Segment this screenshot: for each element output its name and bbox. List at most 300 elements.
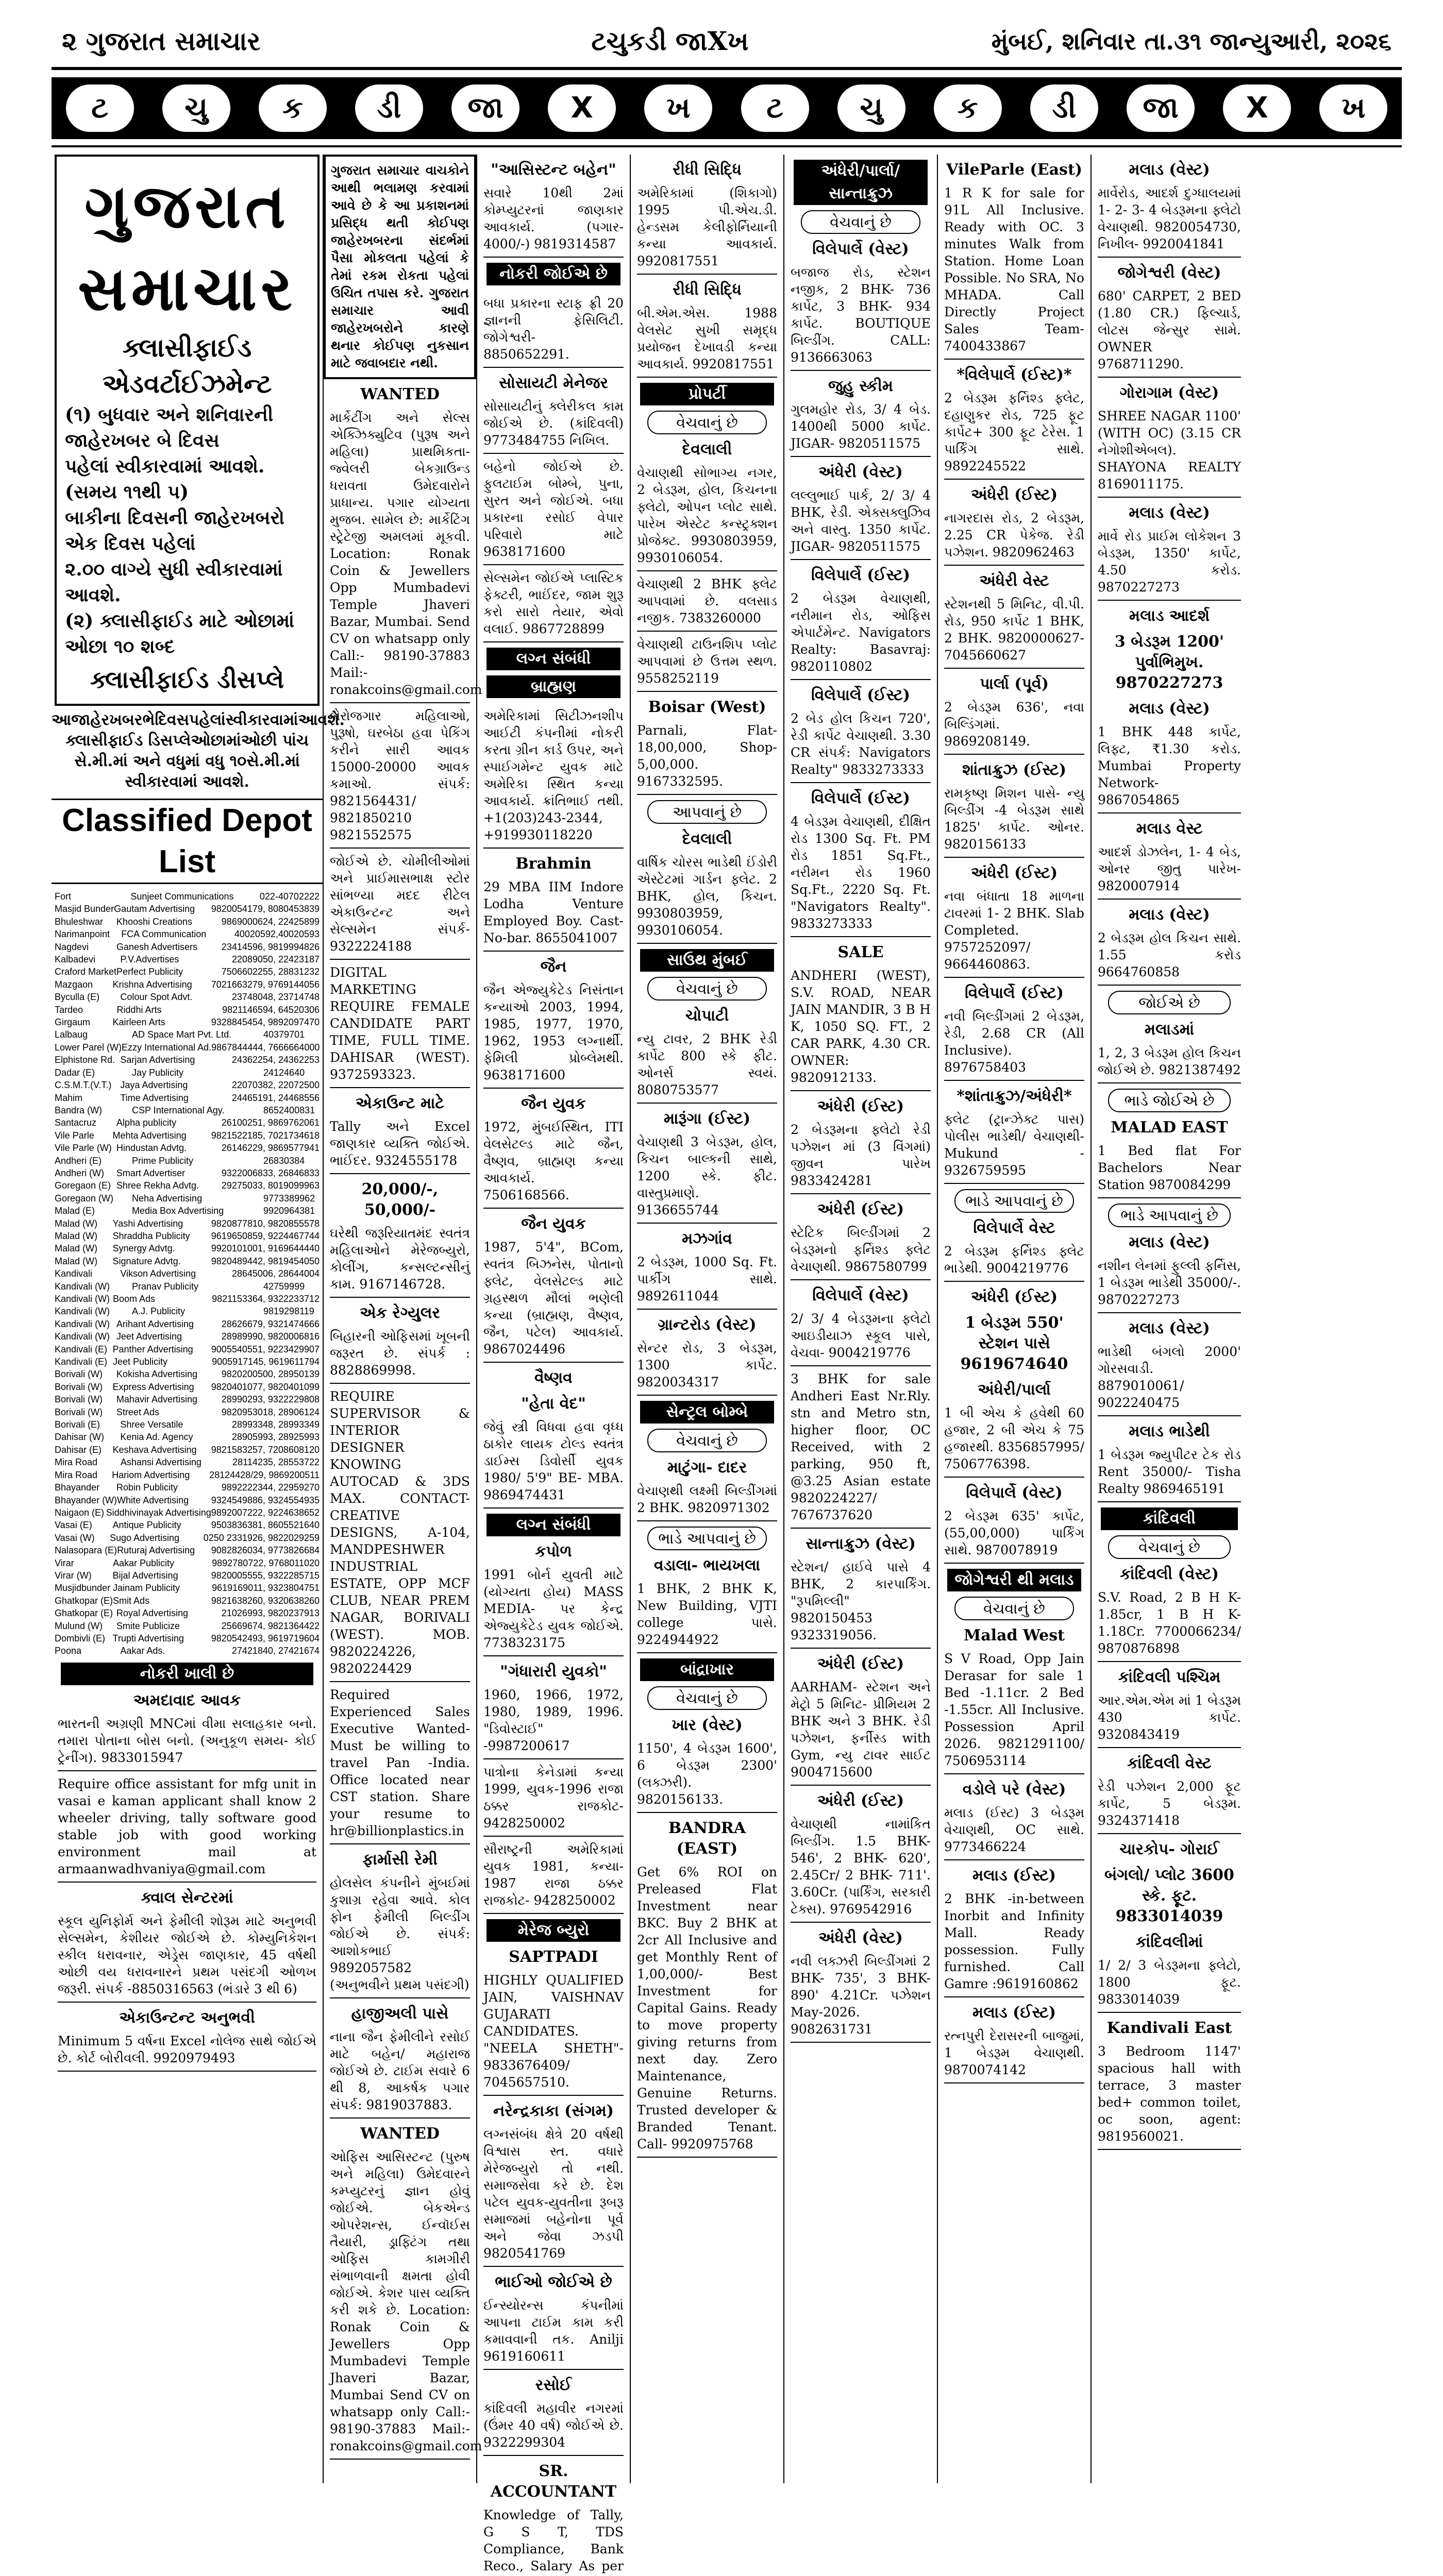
ad-text: 2 બેડરૂમ 635' કાર્પેટ, (55,00,000) પાર્કિંગ સાથે. 9870078919 bbox=[944, 1503, 1084, 1564]
depot-cell: Kandivali bbox=[55, 1268, 93, 1279]
depot-cell: 26146229, 9869577941 bbox=[221, 1143, 320, 1154]
ad-heading: WANTED bbox=[360, 2125, 440, 2143]
depot-cell: 26100251, 9869762061 bbox=[221, 1117, 320, 1128]
depot-cell: Bhayander (W) bbox=[55, 1495, 118, 1505]
depot-row bbox=[52, 1494, 323, 1506]
ad-text: સેલ્સમેન જોઈએ પ્લાસ્ટિક ફેક્ટરી, ભાઈંદર, જામ શુરૂ કરો સારો તેયાર, એવો વલાઈ. 9867728899 bbox=[483, 565, 624, 642]
depot-cell: 9820953018, 28906124 bbox=[221, 1406, 320, 1417]
depot-cell: Kandivali (W) bbox=[55, 1331, 110, 1342]
ad-text: બહેનો જોઈએ છે. ફુલટાઈમ બોમ્બે, પુના, સુરત અને જોઈએ. બધા પ્રકારના રસોઈ વેપાર પરિવારો માટે 9638171600 bbox=[483, 454, 624, 565]
ad-heading: વૈષ્ણવ bbox=[534, 1369, 573, 1387]
strip-letter: ચુ bbox=[162, 84, 230, 132]
column-1 bbox=[52, 155, 345, 2483]
depot-cell: Malad (E) bbox=[55, 1206, 95, 1216]
ad-heading: અમદાવાદ આવક bbox=[133, 1691, 241, 1709]
ad-heading: અંધેરી/પાર્લા bbox=[978, 1381, 1051, 1399]
depot-cell: Malad (W) bbox=[55, 1230, 98, 1241]
depot-cell: 9920964381 bbox=[263, 1206, 315, 1216]
strip-letter: ક bbox=[259, 84, 327, 132]
depot-cell: 22070382, 22072500 bbox=[231, 1080, 320, 1091]
subsection-label: જોઈએ છે bbox=[1108, 991, 1231, 1014]
depot-cell: Kenia Ad. Agency bbox=[120, 1432, 193, 1443]
ad-heading: Brahmin bbox=[515, 855, 592, 873]
depot-cell: White Advertising bbox=[117, 1495, 189, 1505]
depot-cell: Lower Parel (W) bbox=[55, 1042, 122, 1053]
depot-row bbox=[52, 991, 323, 1003]
depot-cell: Tardeo bbox=[55, 1004, 83, 1015]
ad-heading: કાંદિવલી વેસ્ટ bbox=[1127, 1754, 1212, 1772]
depot-list-title: Classified Depot List bbox=[52, 799, 323, 884]
depot-cell: Pranav Publicity bbox=[132, 1281, 199, 1292]
depot-cell: Hariom Advertising bbox=[112, 1469, 190, 1480]
depot-row bbox=[52, 1381, 323, 1393]
subsection-label: ભાડે આપવાનું છે bbox=[954, 1189, 1074, 1213]
depot-cell: Keshava Advertising bbox=[112, 1444, 197, 1455]
ad-heading: વડોલે પરે (વેસ્ટ) bbox=[962, 1781, 1066, 1799]
ad-text: જેવું સ્ત્રી વિધવા હવા વૃધ્ધ ઠાકોર લાયક ટોલ્ડ સ્વતંત્ર ડાઈમ્સ ડિવોર્સી યુવક 1980/ 5'9" BE- MBA. 9869474431 bbox=[483, 1414, 624, 1509]
depot-cell: 9821146594, 64520306 bbox=[222, 1004, 320, 1015]
depot-cell: Krishna Advertising bbox=[112, 979, 192, 990]
subsection-label: વેચવાનું છે bbox=[647, 977, 767, 1001]
ad-text: 3 Bedroom 1147' spacious hall with terrace, 3 master bed+ common toilet, oc soon, agent: 9819560021. bbox=[1098, 2039, 1241, 2150]
depot-cell: 9820542493, 9619719604 bbox=[211, 1633, 320, 1643]
depot-cell: Vasai (W) bbox=[55, 1532, 95, 1543]
ad-text: આર.એમ.એમ માં 1 બેડરૂમ 430 કાર્પેટ. 9320843419 bbox=[1098, 1688, 1241, 1748]
section-header: નોકરી જોઈએ છે bbox=[486, 263, 620, 285]
depot-row bbox=[52, 1368, 323, 1380]
depot-cell: Kandivali (W) bbox=[55, 1306, 110, 1317]
depot-cell: Virar bbox=[55, 1557, 74, 1568]
section-header: બ્રાહ્મણ bbox=[486, 675, 620, 698]
depot-cell: Vikson Advertising bbox=[120, 1268, 196, 1279]
depot-row bbox=[52, 953, 323, 965]
depot-cell: Borivali (W) bbox=[55, 1394, 103, 1405]
ad-heading: જૈન bbox=[540, 958, 567, 976]
depot-row bbox=[52, 1179, 323, 1192]
depot-cell: Jainam Publicity bbox=[113, 1583, 180, 1594]
ad-text: Require office assistant for mfg unit in vasai e kaman applicant shall know 2 wheeler driving, tally software good stable job with good working environment mail at armaanwadhvaniya@gmail.com bbox=[58, 1771, 316, 1883]
ad-heading: વિલેપાર્લે (વેસ્ટ) bbox=[812, 240, 909, 258]
section-header: પ્રોપર્ટી bbox=[640, 383, 774, 405]
section-header: જોગેશ્વરી થી મલાડ bbox=[947, 1569, 1081, 1591]
ad-text: 2 બેડરૂમ ફર્નિશ્ડ ફ્લેટ, દહાણુકર રોડ, 725 ફૂટ કાર્પેટ+ 300 ફૂટ ટેરેસ. 1 પાર્કિંગ સાથે. 9892245522 bbox=[944, 385, 1084, 480]
ad-text: મલાડ (ઈસ્ટ) 3 બેડરૂમ વેચાણથી, OC સાથે. 9773466224 bbox=[944, 1800, 1084, 1860]
ad-heading: વડાલા- ભાયખલા bbox=[653, 1556, 761, 1574]
depot-cell: 28114235, 28553722 bbox=[232, 1457, 320, 1468]
depot-cell: 25669674, 9821364422 bbox=[221, 1620, 320, 1631]
brand-line: (૧) બુધવાર અને શનિવારની જાહેરખબર બે દિવસ bbox=[65, 404, 274, 451]
ad-text: 1 BHK, 2 BHK K, New Building, VJTI college પાસે. 9224944922 bbox=[637, 1576, 777, 1653]
ad-heading: જૈન યુવક bbox=[521, 1095, 586, 1113]
ad-heading: "આસિસ્ટન્ટ બહેન" bbox=[491, 161, 616, 179]
ad-heading: વિલેપાર્લે (વેસ્ટ) bbox=[966, 1484, 1063, 1502]
depot-cell: AD Space Mart Pvt. Ltd. bbox=[132, 1029, 232, 1040]
ad-text: સ્ટેટિક બિલ્ડીંગમાં 2 બેડરૂમનો ફર્નિશ્ડ ફ્લેટ વેચાણથી. 9867580799 bbox=[791, 1220, 931, 1280]
ad-text: અમેરિકામાં (શિકાગો) 1995 પી.એચ.ડી. હેન્ડસમ કેલીફોર્નિયાની કન્યા આવકાર્ય. 9920817551 bbox=[637, 180, 777, 275]
depot-cell: Sugo Advertising bbox=[109, 1532, 180, 1543]
ad-heading: અંધેરી (વેસ્ટ) bbox=[818, 1929, 903, 1947]
brand-line: બાકીના દિવસની જાહેરખબરો એક દિવસ પહેલાં bbox=[65, 507, 284, 554]
depot-cell: Vasai (E) bbox=[55, 1520, 92, 1531]
ad-text: 29 MBA IIM Indore Lodha Venture Employed Boy. Cast-No-bar. 8655041007 bbox=[483, 874, 624, 952]
ad-text: Required Experienced Sales Executive Wanted- Must be willing to travel Pan -India. Office located near CST station. Share your resume to hr@billionplastics.in bbox=[330, 1682, 470, 1844]
depot-cell: Mahim bbox=[55, 1092, 83, 1103]
ad-text: 1150', 4 બેડરૂમ 1600', 6 બેડરૂમ 2300' (લક્ઝરી). 9820156133. bbox=[637, 1736, 777, 1813]
depot-cell: Mulund (W) bbox=[55, 1620, 103, 1631]
depot-row bbox=[52, 1620, 323, 1632]
depot-cell: Shraddha Publicity bbox=[112, 1230, 190, 1241]
depot-cell: 9821153364, 9322233712 bbox=[212, 1294, 320, 1304]
column-5 bbox=[784, 155, 938, 2483]
depot-row bbox=[52, 1456, 323, 1468]
depot-cell: 9867844444, 7666664000 bbox=[211, 1042, 320, 1053]
ad-heading: મલાડ (વેસ્ટ) bbox=[1129, 1233, 1210, 1251]
subsection-label: ભાડે આપવાનું છે bbox=[647, 1527, 767, 1550]
depot-cell: 22089050, 22423187 bbox=[231, 954, 320, 965]
ad-heading: એકાઉન્ટન્ટ અનુભવી bbox=[119, 2008, 255, 2027]
section-header: અંધેરી/પાર્લા/સાન્તાક્રુઝ bbox=[794, 160, 928, 205]
ad-text: માર્વેરોડ, આદર્શ દુગ્ધાલયમાં 1- 2- 3- 4 બેડરૂમના ફ્લેટો વેચાણથી. 9820054730, નિખીલ- 9920041841 bbox=[1098, 180, 1241, 258]
depot-cell: Synergy Advtg. bbox=[112, 1243, 175, 1254]
ad-heading: શાંતાક્રુઝ (ઈસ્ટ) bbox=[962, 761, 1066, 779]
depot-cell: Byculla (E) bbox=[55, 992, 100, 1003]
depot-cell: P.V.Advertises bbox=[120, 954, 179, 965]
depot-row bbox=[52, 1418, 323, 1431]
depot-row bbox=[52, 1595, 323, 1607]
ad-heading: અંધેરી (ઈસ્ટ) bbox=[970, 1288, 1058, 1306]
ad-heading: અંધેરી (વેસ્ટ) bbox=[818, 463, 903, 481]
ad-heading: ગોરાગામ (વેસ્ટ) bbox=[1119, 384, 1219, 402]
depot-cell: Nagdevi bbox=[55, 941, 89, 952]
ad-heading: 1 બેડરૂમ 550' સ્ટેશન પાસે 9619674640 bbox=[960, 1314, 1068, 1373]
ad-text: બેરોજગાર મહિલાઓ, પુરૂષો, ઘરબેઠા હવા પેકિંગ કરીને સારી આવક 15000-20000 આવક કમાઓ. સંપર્ક: 9821564431/ 9821850210 9821552575 bbox=[330, 703, 470, 849]
ad-heading: વિલેપાર્લે (વેસ્ટ) bbox=[812, 1286, 909, 1304]
strip-letter: X bbox=[548, 84, 616, 132]
depot-cell: Kandivali (E) bbox=[55, 1357, 108, 1367]
ad-text: ઘરેથી જરૂરિયાતમંદ સ્વતંત્ર મહિલાઓને મેરેજબ્યુરો, કોલીંગ, કન્સલ્ટન્સીનું કામ. 9167146728. bbox=[330, 1221, 470, 1298]
depot-cell: Alpha publicity bbox=[116, 1117, 176, 1128]
ad-text: વેચાણથી લક્ષ્મી બિલ્ડીંગમાં 2 BHK. 9820971302 bbox=[637, 1478, 777, 1521]
ad-text: 2 બેડ હોલ કિચન 720', રેડી કાર્પેટ વેચાણથી. 3.30 CR સંપર્ક: Navigators Realty" 9833273333 bbox=[791, 706, 931, 783]
depot-cell: 7021663279, 9769144056 bbox=[211, 979, 320, 990]
ad-text: નશીન લેનમાં ફુલ્લી ફર્નિસ, 1 બેડરૂમ ભાડેથી 35000/-. 9870227273 bbox=[1098, 1253, 1241, 1313]
ad-heading: અંધેરી (ઈસ્ટ) bbox=[817, 1655, 904, 1673]
column-4 bbox=[631, 155, 784, 2483]
ad-text: ભારતની અગ્રણી MNCમાં વીમા સલાહકાર બનો. તમારા પોતાના બોસ બનો. (અનુકૂળ સમય- કોઈ ટ્રેનીંગ). 9833015947 bbox=[58, 1711, 316, 1771]
depot-cell: Yashi Advertising bbox=[112, 1218, 183, 1229]
depot-row bbox=[52, 1054, 323, 1066]
depot-cell: Kokisha Advertising bbox=[116, 1369, 198, 1380]
depot-cell: 40379701 bbox=[263, 1029, 305, 1040]
depot-cell: Bandra (W) bbox=[55, 1105, 103, 1115]
ad-heading: SAPTPADI bbox=[509, 1948, 598, 1966]
ad-heading: Kandivali East bbox=[1106, 2019, 1232, 2037]
ad-text: Minimum 5 વર્ષના Excel નોલેજ સાથે જોઈએ છે. કોર્ટ બોરીવલી. 9920979493 bbox=[58, 2028, 316, 2072]
ad-text: 1 બી એચ કે હવેથી 60 હજાર, 2 બી એચ કે 75 હજારથી. 8356857995/ 7506776398. bbox=[944, 1400, 1084, 1478]
depot-cell: Vile Parle (W) bbox=[55, 1143, 112, 1154]
depot-cell: 9322006833, 26846833 bbox=[221, 1167, 320, 1178]
depot-row bbox=[52, 1481, 323, 1494]
depot-row bbox=[52, 1280, 323, 1293]
depot-row bbox=[52, 1293, 323, 1305]
depot-cell: Smit Ads bbox=[113, 1595, 150, 1606]
ad-heading: વિલેપાર્લે (ઈસ્ટ) bbox=[811, 686, 910, 704]
depot-row bbox=[52, 1444, 323, 1456]
depot-cell: Virar (W) bbox=[55, 1570, 92, 1581]
depot-row bbox=[52, 1569, 323, 1582]
ad-heading: ચારકોપ- ગોરાઈ bbox=[1119, 1840, 1219, 1858]
strip-letter: ટ bbox=[741, 84, 809, 132]
ad-text: S.V. Road, 2 B H K-1.85cr, 1 B H K-1.18Cr. 7700066234/ 9870876898 bbox=[1098, 1585, 1241, 1662]
ad-text: માર્વે રોડ પ્રાઈમ લોકેશન 3 બેડરૂમ, 1350' કાર્પેટ, 4.50 કરોડ. 9870227273 bbox=[1098, 523, 1241, 601]
depot-row bbox=[52, 1066, 323, 1079]
ad-heading: જોગેશ્વરી (વેસ્ટ) bbox=[1117, 264, 1221, 282]
depot-cell: 9820489442, 9819454050 bbox=[211, 1256, 320, 1266]
depot-cell: Masjid Bunder bbox=[55, 904, 114, 914]
depot-cell: Dahisar (W) bbox=[55, 1432, 105, 1443]
ad-text: 1/ 2/ 3 બેડરૂમના ફ્લેટો, 1800 ફૂટ. 9833014039 bbox=[1098, 1953, 1241, 2013]
depot-cell: 9324549886, 9324554935 bbox=[211, 1495, 320, 1505]
depot-cell: Ghatkopar (E) bbox=[55, 1595, 113, 1606]
masthead-left: ૨ ગુજરાત સમાચાર bbox=[62, 26, 261, 56]
ad-text: 1, 2, 3 બેડરૂમ હોલ કિચન જોઈએ છે. 9821387492 bbox=[1098, 1040, 1241, 1083]
depot-cell: Colour Spot Advt. bbox=[120, 992, 193, 1003]
depot-row bbox=[52, 1406, 323, 1418]
depot-cell: 27421840, 27421674 bbox=[231, 1646, 320, 1656]
depot-row bbox=[52, 1028, 323, 1041]
ad-text: સોસાયટીનું ક્લેરીકલ કામ જોઈએ છે. (કાંદિવલી) 9773484755 નિખિલ. bbox=[483, 394, 624, 454]
ad-heading: વિલેપાર્લે (ઈસ્ટ) bbox=[811, 566, 910, 584]
ad-heading: મારૂંગા (ઈસ્ટ) bbox=[663, 1110, 751, 1128]
depot-cell: Ganesh Advertisers bbox=[116, 941, 197, 952]
ad-text: ઈન્સ્યોરન્સ કંપનીમાં આપના ટાઈમ કામ કરી કમાવવાની તક. Anilji 9619160611 bbox=[483, 2293, 624, 2370]
ad-text: 2 બેડરૂમ વેચાણથી, નરીમાન રોડ, ઓફિસ એપાર્ટમેન્ટ. Navigators Realty: Basavraj: 9820110802 bbox=[791, 586, 931, 680]
depot-cell: Dombivli (E) bbox=[55, 1633, 106, 1643]
depot-row bbox=[52, 1645, 323, 1657]
ad-text: 1 બેડરૂમ જ્યુપીટર ટેક રોડ Rent 35000/- Tisha Realty 9869465191 bbox=[1098, 1442, 1241, 1502]
depot-row bbox=[52, 1242, 323, 1255]
depot-row bbox=[52, 1267, 323, 1280]
ad-text: 1991 બોર્ન યુવતી માટે (યોગ્યતા હોય) MASS MEDIA- પર કેન્દ્ર એજ્યુકેટેડ યુવક જોઈએ. 7738323175 bbox=[483, 1562, 624, 1656]
ad-heading: દેવલાલી bbox=[682, 440, 732, 459]
ad-text: બી.એમ.એસ. 1988 વેલસેટ સુખી સમૃદ્ધ પ્રયોજન દેખાવડી કન્યા આવકાર્ય. 9920817551 bbox=[637, 300, 777, 378]
depot-row bbox=[52, 1217, 323, 1230]
subsection-label: વેચવાનું છે bbox=[801, 210, 920, 234]
ad-heading: મલાડ (ઈસ્ટ) bbox=[972, 2004, 1056, 2022]
depot-cell: Aakar Publicity bbox=[113, 1557, 175, 1568]
depot-cell: 9892007222, 9224638652 bbox=[211, 1507, 320, 1518]
depot-cell: Sunjeet Communications bbox=[130, 891, 234, 902]
depot-cell: 28905993, 28925993 bbox=[231, 1432, 320, 1443]
depot-row bbox=[52, 1431, 323, 1443]
strip-letter: ક bbox=[934, 84, 1002, 132]
depot-cell: Smart Advertiser bbox=[116, 1167, 185, 1178]
ad-heading: અંધેરી (ઈસ્ટ) bbox=[817, 1097, 904, 1115]
depot-row bbox=[52, 1167, 323, 1179]
depot-cell: Santacruz bbox=[55, 1117, 97, 1128]
depot-cell: Mehta Advertising bbox=[112, 1130, 187, 1141]
ad-text: રામકૃષ્ણ મિશન પાસે- ન્યુ બિલ્ડીંગ -4 બેડરૂમ સાથે 1825' કાર્પેટ. ઓનર. 9820156133 bbox=[944, 781, 1084, 858]
brand-line: ૨.૦૦ વાગ્યે સુધી સ્વીકારવામાં આવશે. bbox=[65, 558, 283, 606]
depot-cell: Bijal Advertising bbox=[112, 1570, 178, 1581]
ad-text: 4 બેડરૂમ વેચાણથી, દીક્ષિત રોડ 1300 Sq. Ft. PM રોડ 1851 Sq.Ft., નરીમન રોડ 1960 Sq.Ft., 2220 Sq. Ft. "Navigators Realty". 9833273333 bbox=[791, 809, 931, 937]
depot-row bbox=[52, 1079, 323, 1091]
ad-text: DIGITAL MARKETING REQUIRE FEMALE CANDIDATE PART TIME, FULL TIME. DAHISAR (WEST). 9372593323. bbox=[330, 960, 470, 1088]
depot-cell: Borivali (W) bbox=[55, 1369, 103, 1380]
ad-heading: અંધેરી (ઈસ્ટ) bbox=[817, 1792, 904, 1810]
ad-heading: હાજીઅલી પાસે bbox=[351, 2005, 449, 2023]
ad-heading: અંધેરી (ઈસ્ટ) bbox=[970, 486, 1058, 504]
depot-row bbox=[52, 941, 323, 953]
ad-text: 2 બેડરૂમના ફ્લેટો રેડી પઝેશન માં (3 વિંગમાં) જીવન પારેખ 9833424281 bbox=[791, 1117, 931, 1194]
ad-heading: અંધેરી (ઈસ્ટ) bbox=[817, 1200, 904, 1218]
depot-cell: Kalbadevi bbox=[55, 954, 96, 965]
brand-footer: ક્લાસીફાઈડ ડીસપ્લે bbox=[90, 666, 284, 693]
depot-cell: 28993348, 28993349 bbox=[231, 1419, 320, 1430]
strip-letter: ડી bbox=[355, 84, 423, 132]
ad-text: 1960, 1966, 1972, 1980, 1989, 1996. "ડિવોસ્ટાઈ" -9987200617 bbox=[483, 1682, 624, 1759]
brand-title: ગુજરાત સમાચાર bbox=[77, 170, 297, 324]
depot-cell: Jeet Publicity bbox=[113, 1357, 168, 1367]
ad-text: વેચાણથી 2 BHK ફ્લેટ આપવામાં છે. વલસાડ નજીક. 7383260000 bbox=[637, 571, 777, 632]
depot-cell: 42759999 bbox=[263, 1281, 305, 1292]
depot-cell: 9821638260, 9320638260 bbox=[211, 1595, 320, 1606]
ad-heading: WANTED bbox=[360, 385, 440, 403]
subsection-label: વેચવાનું છે bbox=[647, 411, 767, 434]
ad-heading: SR. ACCOUNTANT bbox=[490, 2462, 617, 2501]
depot-cell: 9619650859, 9224467744 bbox=[211, 1230, 320, 1241]
ad-text: નવા બંધાતા 18 માળના ટાવરમાં 1- 2 BHK. Slab Completed. 9757252097/ 9664460863. bbox=[944, 884, 1084, 978]
ad-text: નાગરદાસ રોડ, 2 બેડરૂમ, 2.25 CR પેકેજ. રેડી પઝેશન. 9820962463 bbox=[944, 505, 1084, 566]
ad-text: HIGHLY QUALIFIED JAIN, VAISHNAV GUJARATI CANDIDATES. "NEELA SHETH"- 9833676409/ 7045657510. bbox=[483, 1968, 624, 2096]
depot-cell: 9820877810, 9820855578 bbox=[211, 1218, 320, 1229]
ad-heading: સાન્તાક્રુઝ (વેસ્ટ) bbox=[806, 1535, 916, 1553]
ad-text: હોલસેલ કંપનીને મુંબઈમાં કુશાગ્ર રહેવા આવે. કોલ ફોન ફેમીલી બિલ્ડીંગ જોઈએ છે. સંપર્ક: આશોકભાઈ 9892057582 (અનુભવીને પ્રથમ પસંદગી) bbox=[330, 1870, 470, 1998]
depot-row bbox=[52, 1343, 323, 1355]
depot-row bbox=[52, 1104, 323, 1116]
ad-text: વાર્ષિક ચોરસ ભાડેથી ઈંડોરી એસ્ટેટમાં ગાર્ડન ફ્લેટ. 2 BHK, હોલ, કિચન. 9930803959, 9930106054. bbox=[637, 850, 777, 944]
ad-text: 2/ 3/ 4 બેડરૂમના ફ્લેટો આઇડીયાઝ સ્કૂલ પાસે, વેચવા- 9004219776 bbox=[791, 1306, 931, 1366]
ad-heading: ચોપાટી bbox=[685, 1007, 729, 1025]
section-header: લગ્ન સંબંધી bbox=[486, 1514, 620, 1536]
section-header: કાંદિવલી bbox=[1101, 1507, 1238, 1530]
ad-heading: Boisar (West) bbox=[648, 698, 766, 716]
ad-text: બજાજ રોડ, સ્ટેશન નજીક, 2 BHK- 736 કાર્પેટ, 3 BHK- 934 કાર્પેટ. BOUTIQUE બિલ્ડીંગ. CALL: 9136663063 bbox=[791, 260, 931, 371]
ad-heading: 3 બેડરૂમ 1200' પુર્વાભિમુખ. 9870227273 bbox=[1114, 633, 1224, 692]
depot-cell: Poona bbox=[55, 1646, 82, 1656]
depot-cell: Panther Advertising bbox=[112, 1344, 193, 1354]
subsection-label: ભાડે આપવાનું છે bbox=[1108, 1204, 1231, 1227]
depot-cell: Hindustan Advtg. bbox=[116, 1143, 187, 1154]
ad-heading: મલાડ (વેસ્ટ) bbox=[1129, 906, 1210, 924]
ad-heading: દેવલાલી bbox=[682, 830, 732, 848]
strip-letter: જા bbox=[1127, 84, 1195, 132]
ad-text: 1972, મુંબઈસ્થિત, ITI વેલસેટલ્ડ માટે જૈન, વૈષ્ણવ, બ્રાહ્મણ કન્યા આવકાર્ય. 7506168566. bbox=[483, 1114, 624, 1209]
ad-heading: BANDRA (EAST) bbox=[668, 1819, 746, 1858]
section-header: સાઉથ મુંબઈ bbox=[640, 949, 774, 972]
ad-text: લલ્લુભાઈ પાર્ક, 2/ 3/ 4 BHK, રેડી. એક્સક્લુઝિવ અને વાસ્તુ. 1350 કાર્પેટ. JIGAR- 9820511575 bbox=[791, 483, 931, 560]
ad-text: 2 બેડરૂમ, 1000 Sq. Ft. પાર્કીગ સાથે. 9892611044 bbox=[637, 1249, 777, 1310]
ad-text: બધા પ્રકારના સ્ટાફ ફ્રી 20 જ્ઞાનની ફેસિલિટી. જોગેશ્વરી- 8850652291. bbox=[483, 291, 624, 368]
depot-row bbox=[52, 1192, 323, 1205]
ad-heading: રીધી સિદ્ધિ bbox=[673, 161, 742, 179]
depot-row bbox=[52, 1582, 323, 1594]
depot-cell: Arihant Advertising bbox=[116, 1318, 194, 1329]
depot-row bbox=[52, 1255, 323, 1267]
depot-row bbox=[52, 903, 323, 915]
ad-heading: મલાડ આદર્શ bbox=[1129, 607, 1210, 625]
depot-cell: 9820401077, 9820401099 bbox=[211, 1381, 320, 1392]
column-6 bbox=[938, 155, 1092, 2483]
depot-row bbox=[52, 1506, 323, 1519]
depot-cell: Ghatkopar (E) bbox=[55, 1608, 113, 1619]
ad-heading: માટુંગા- દાદર bbox=[667, 1459, 747, 1477]
depot-row bbox=[52, 1607, 323, 1619]
subsection-label: ભાડે જોઈએ છે bbox=[1108, 1089, 1231, 1112]
depot-cell: Mira Road bbox=[55, 1469, 98, 1480]
depot-cell: Gautam Advertising bbox=[114, 904, 195, 914]
disclaimer-box: ગુજરાત સમાચાર વાચકોને આથી ભલામણ કરવામાં આવે છે કે આ પ્રકાશનમાં પ્રસિદ્ધ થતી કોઈપણ જાહેરખબરના સંદર્ભમાં પૈસા મોકલતા પહેલાં કે તેમાં રકમ રોકતા પહેલાં ઉચિત તપાસ કરે. ગુજરાત સમાચાર આવી જાહેરખબરોને કારણે થનાર કોઈપણ નુકસાન માટે જવાબદાર નથી. bbox=[324, 155, 476, 379]
depot-cell: Jaya Advertising bbox=[120, 1080, 188, 1091]
depot-row bbox=[52, 1532, 323, 1544]
depot-cell: 23414596, 9819994826 bbox=[221, 941, 320, 952]
ad-heading: *વિલેપાર્લે (ઈસ્ટ)* bbox=[957, 366, 1072, 384]
depot-cell: Dahisar (E) bbox=[55, 1444, 102, 1455]
depot-cell: Kandivali (W) bbox=[55, 1294, 110, 1304]
ad-heading: વિલેપાર્લે વેસ્ટ bbox=[973, 1219, 1055, 1237]
brand-box bbox=[55, 155, 320, 706]
depot-row bbox=[52, 890, 323, 903]
ad-text: નવી લક્ઝરી બિલ્ડીંગમાં 2 BHK- 735', 3 BHK- 890' 4.21Cr. પઝેશન May-2026. 9082631731 bbox=[791, 1948, 931, 2043]
depot-cell: Kandivali (E) bbox=[55, 1344, 108, 1354]
section-header: લગ્ન સંબંધી bbox=[486, 648, 620, 670]
depot-row bbox=[52, 1230, 323, 1242]
depot-cell: Jeet Advertising bbox=[116, 1331, 182, 1342]
depot-row bbox=[52, 1355, 323, 1368]
depot-row bbox=[52, 965, 323, 978]
masthead-center: ટચુકડી જાXખ bbox=[591, 26, 749, 56]
ad-heading: મલાડ વેસ્ટ bbox=[1136, 820, 1203, 838]
strip-rule bbox=[52, 145, 1402, 147]
strip-letter: ટ bbox=[66, 84, 134, 132]
strip-letter: ડી bbox=[1030, 84, 1098, 132]
ad-text: Tally અને Excel જાણકાર વ્યક્તિ જોઈએ. ભાઈંદર. 9324555178 bbox=[330, 1114, 470, 1174]
depot-cell: 28989990, 9820006816 bbox=[221, 1331, 320, 1342]
depot-cell: 28990293, 9322229808 bbox=[221, 1394, 320, 1405]
ad-heading: મઝગાંવ bbox=[682, 1230, 732, 1248]
depot-row bbox=[52, 1519, 323, 1531]
depot-cell: 24124640 bbox=[263, 1067, 305, 1078]
section-header: સેન્ટ્રલ બોમ્બે bbox=[640, 1401, 774, 1423]
ad-heading: પાર્લા (પૂર્વ) bbox=[980, 675, 1049, 693]
ad-text: જૈન એજ્યુકેટેડ નિસંતાન કન્યાઓ 2003, 1994, 1985, 1977, 1970, 1962, 1953 લગ્નાર્થી. ફેમિલી પ્રોબ્લેમથી. 9638171600 bbox=[483, 977, 624, 1089]
depot-cell: FCA Communication bbox=[121, 929, 207, 940]
ad-text: ફ્લેટ (ટ્રાન્ઝેક્ટ પાસ) પોલીસ ભાડેથી/ વેચાણથી- Mukund - 9326759595 bbox=[944, 1107, 1084, 1184]
depot-cell: Express Advertising bbox=[112, 1381, 194, 1392]
ad-heading: "ગંધારારી યુવકો" bbox=[500, 1663, 607, 1681]
depot-cell: 29275033, 8019099963 bbox=[221, 1180, 320, 1191]
depot-cell: 28645006, 28644004 bbox=[231, 1268, 320, 1279]
brand-line: (૨) ક્લાસીફાઈડ માટે ઓછામાં ઓછા ૧૦ શબ્દ bbox=[65, 610, 294, 657]
depot-cell: 9920101001, 9169644440 bbox=[211, 1243, 320, 1254]
ad-text: 2 બેડરૂમ હોલ કિચન સાથે. 1.55 કરોડ 9664760858 bbox=[1098, 925, 1241, 986]
depot-cell: 9821522185, 7021734618 bbox=[211, 1130, 320, 1141]
depot-cell: Mazgaon bbox=[55, 979, 93, 990]
ad-heading: ક્વાલ સેન્ટરમાં bbox=[141, 1888, 233, 1907]
depot-cell: Prime Publicity bbox=[132, 1155, 194, 1166]
depot-cell: Boom Ads bbox=[113, 1294, 156, 1304]
ad-text: નાના જૈન ફેમીલીને રસોઈ માટે બહેન/ મહારાજ જોઈએ છે. ટાઈમ સવારે 6 થી 8, આકર્ષક પગાર સંપર્ક: 9819037883. bbox=[330, 2024, 470, 2119]
